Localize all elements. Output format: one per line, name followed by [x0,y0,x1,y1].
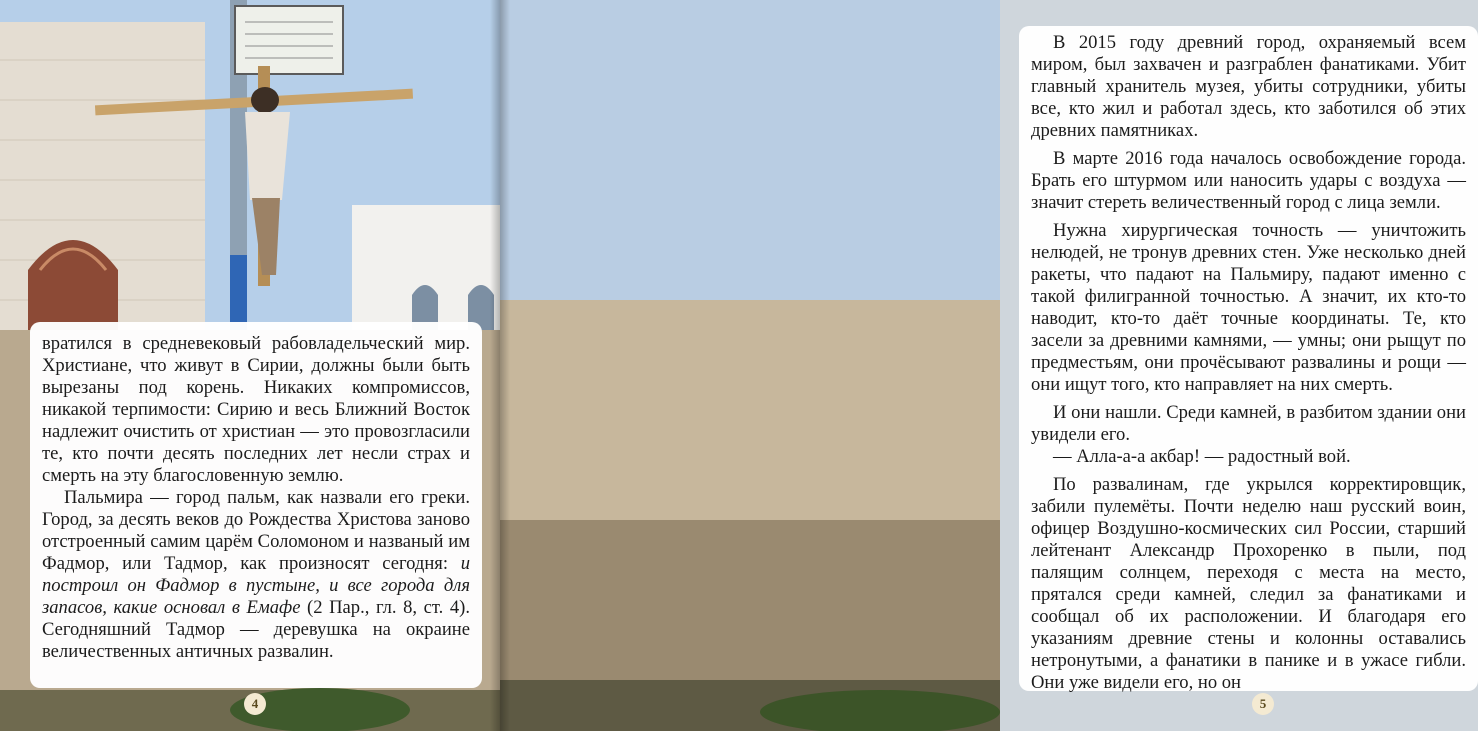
paragraph: — Алла-а-а акбар! — радостный вой. [1053,446,1351,467]
book-gutter [490,0,510,731]
photo-background [500,0,1000,731]
bible-quote: и построил он Фадмор в пустыне, и все города для запасов, какие основал в Емафе [42,553,470,618]
left-text-panel [30,322,482,688]
paragraph-text: (2 Пар., гл. 8, ст. 4). Сегодняшний Тадмор — деревушка на окраине величественных античных развалин. [42,597,470,662]
paragraph: И они нашли. Среди камней, в разбитом здании они увидели его. [1031,402,1466,445]
right-page [500,0,1466,731]
paragraph-text: Пальмира — город пальм, как назвали его греки. Город, за десять веков до Рождества Христова заново отстроенный самим царём Соломоном и названый им Фадмор, или Тадмор, как произносят сегодня: [42,487,470,574]
paragraph: По развалинам, где укрылся корректировщик, забили пулемёты. Почти неделю наш русский воин, офицер Воздушно-космических сил России, старший лейтенант Александр Прохоренко в пыли, под палящим солнцем, переходя с места на место, прятался среди камней, следил за фанатиками и сообщал об их расположении. И благодаря его указаниям древние стены и колонны оставались нетронутыми, а фанатики в панике и в ужасе гибли. Они уже видели его, но он [1031,474,1466,693]
paragraph: В марте 2016 года началось освобождение города. Брать его штурмом или наносить удары с воздуха — значит стереть величественный город с лица земли. [1031,148,1466,213]
page-number-left: 4 [244,693,266,715]
paragraph: В 2015 году древний город, охраняемый всем миром, был захвачен и разграблен фанатиками. Убит главный хранитель музея, убиты сотрудники, убиты все, кто жил и работал здесь, кто заботился об этих древних памятниках. [1031,32,1466,141]
sign-board [235,6,343,74]
left-page [0,0,500,731]
paragraph [42,487,470,663]
paragraph: вратился в средневековый рабовладельческий мир. Христиане, что живут в Сирии, должны были быть вырезаны под корень. Никаких компромиссов, никакой терпимости: Сирию и весь Ближний Восток надлежит очистить от христиан — это провозгласили те, кто почти десять последних лет несли страх и смерть на эту благословенную землю. [42,333,470,486]
right-text-panel [1019,26,1478,691]
page-number-right: 5 [1252,693,1274,715]
paragraph: Нужна хирургическая точность — уничтожить нелюдей, не тронув древних стен. Уже несколько дней ракеты, что падают на Пальмиру, падают именно с такой филигранной точностью. А значит, их кто-то наводит, кто-то даёт точные координаты. Те, кто засели за древними камнями, — умны; они рыщут по предместьям, они прочёсывают развалины и рощи — они ищут того, кто направляет на них смерть. [1031,220,1466,395]
